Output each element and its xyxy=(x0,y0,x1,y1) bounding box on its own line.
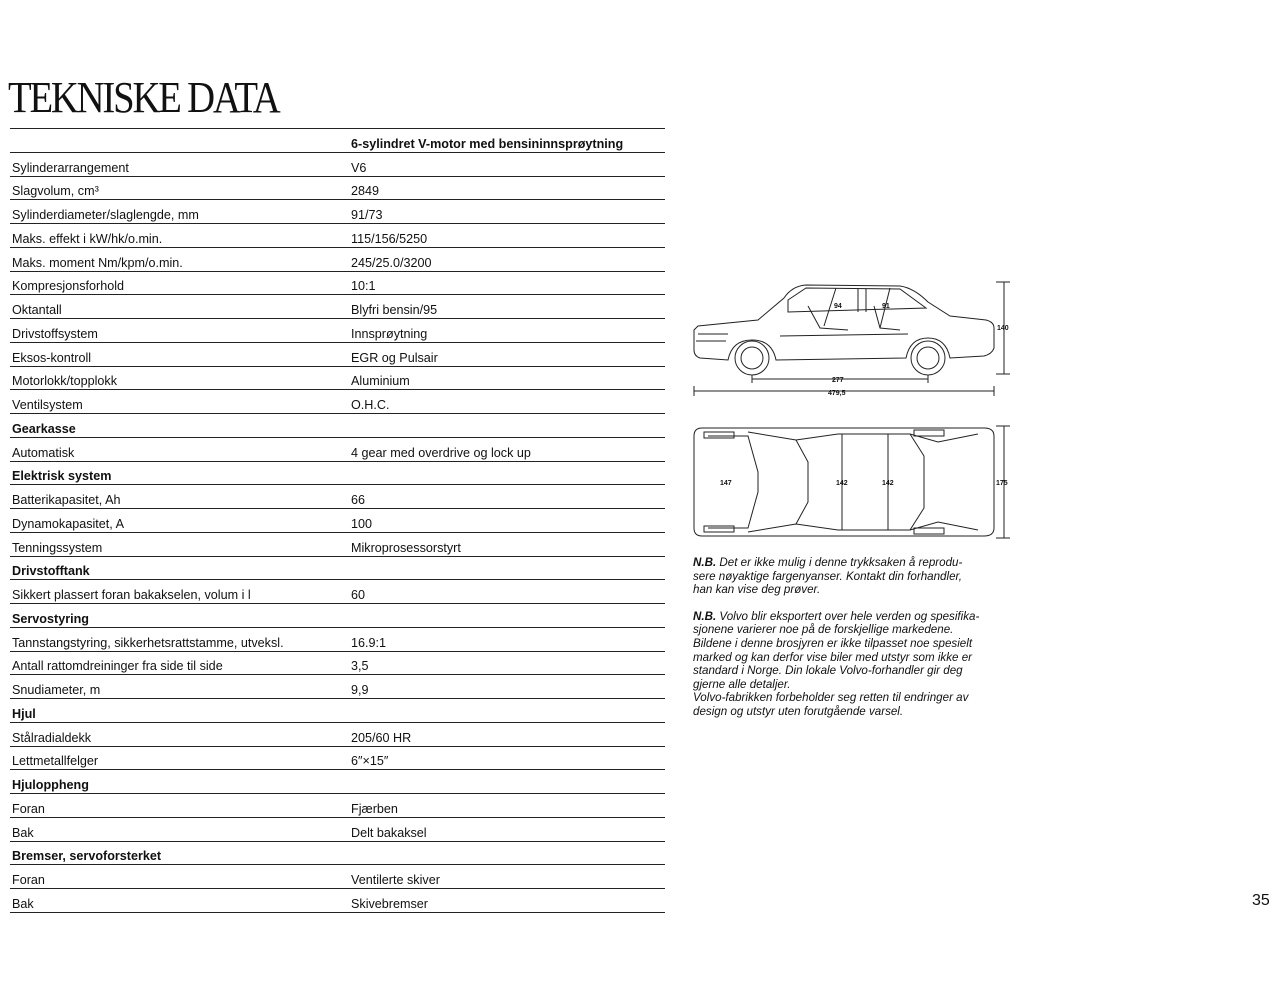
spec-header-label xyxy=(10,129,349,153)
spec-row xyxy=(10,889,665,913)
note-colors xyxy=(693,556,1013,597)
notes xyxy=(693,556,1013,732)
spec-value: 10:1 xyxy=(349,271,665,295)
note-lead: N.B. xyxy=(693,556,717,569)
spec-label: Drivstoffsystem xyxy=(10,319,349,343)
spec-row xyxy=(10,627,665,651)
height-label: 140 xyxy=(997,325,1009,332)
spec-row xyxy=(10,580,665,604)
spec-value: Skivebremser xyxy=(349,889,665,913)
spec-value: Aluminium xyxy=(349,366,665,390)
spec-value: 60 xyxy=(349,580,665,604)
headroom-front-label: 94 xyxy=(834,303,842,310)
spec-label: Maks. effekt i kW/hk/o.min. xyxy=(10,224,349,248)
spec-row xyxy=(10,176,665,200)
note-lead: N.B. xyxy=(693,609,717,623)
spec-value: O.H.C. xyxy=(349,390,665,414)
interior-front-label: 142 xyxy=(836,480,848,487)
spec-row xyxy=(10,200,665,224)
spec-label: Antall rattomdreininger fra side til side xyxy=(10,651,349,675)
spec-section-row xyxy=(10,699,665,723)
spec-section-heading: Hjuloppheng xyxy=(10,770,349,794)
spec-label: Sikkert plassert foran bakakselen, volum i l xyxy=(10,580,349,604)
spec-value: 205/60 HR xyxy=(349,722,665,746)
spec-row xyxy=(10,509,665,533)
spec-table xyxy=(10,128,665,913)
spec-row xyxy=(10,295,665,319)
spec-row xyxy=(10,651,665,675)
spec-value: EGR og Pulsair xyxy=(349,342,665,366)
car-top-view-diagram xyxy=(688,422,1018,542)
spec-value: 66 xyxy=(349,485,665,509)
spec-label: Tenningssystem xyxy=(10,532,349,556)
spec-section-row xyxy=(10,414,665,438)
spec-section-row xyxy=(10,556,665,580)
spec-row xyxy=(10,532,665,556)
spec-label: Slagvolum, cm³ xyxy=(10,176,349,200)
spec-row xyxy=(10,722,665,746)
spec-label: Sylinderdiameter/slaglengde, mm xyxy=(10,200,349,224)
spec-value: 4 gear med overdrive og lock up xyxy=(349,437,665,461)
spec-row xyxy=(10,794,665,818)
spec-value xyxy=(349,604,665,628)
spec-row xyxy=(10,746,665,770)
spec-value: 6″×15″ xyxy=(349,746,665,770)
note-text: Det er ikke mulig i denne trykksaken å reprodu- sere nøyaktige fargenyanser. Kontakt din forhandler, han kan vise deg prøver. xyxy=(693,556,963,597)
spec-value xyxy=(349,770,665,794)
length-label: 479,5 xyxy=(828,390,846,397)
spec-label: Batterikapasitet, Ah xyxy=(10,485,349,509)
spec-section-row xyxy=(10,770,665,794)
width-label: 175 xyxy=(996,480,1008,487)
spec-section-heading: Drivstofftank xyxy=(10,556,349,580)
spec-section-row xyxy=(10,461,665,485)
spec-label: Oktantall xyxy=(10,295,349,319)
spec-row xyxy=(10,271,665,295)
spec-value: 2849 xyxy=(349,176,665,200)
spec-row xyxy=(10,342,665,366)
spec-section-heading: Gearkasse xyxy=(10,414,349,438)
spec-value: 100 xyxy=(349,509,665,533)
spec-label: Foran xyxy=(10,865,349,889)
spec-label: Snudiameter, m xyxy=(10,675,349,699)
spec-row xyxy=(10,224,665,248)
spec-label: Tannstangstyring, sikkerhetsrattstamme, utveksl. xyxy=(10,627,349,651)
spec-value xyxy=(349,556,665,580)
spec-section-heading: Servostyring xyxy=(10,604,349,628)
spec-label: Bak xyxy=(10,889,349,913)
spec-value: 3,5 xyxy=(349,651,665,675)
spec-value: Mikroprosessorstyrt xyxy=(349,532,665,556)
spec-row xyxy=(10,817,665,841)
spec-value: Ventilerte skiver xyxy=(349,865,665,889)
spec-section-row xyxy=(10,604,665,628)
spec-label: Maks. moment Nm/kpm/o.min. xyxy=(10,247,349,271)
spec-value: 16.9:1 xyxy=(349,627,665,651)
wheelbase-label: 277 xyxy=(832,377,844,384)
spec-label: Kompresjonsforhold xyxy=(10,271,349,295)
spec-row xyxy=(10,366,665,390)
spec-value: Delt bakaksel xyxy=(349,817,665,841)
spec-row xyxy=(10,485,665,509)
spec-value: 9,9 xyxy=(349,675,665,699)
spec-section-row xyxy=(10,841,665,865)
interior-rear-label: 142 xyxy=(882,480,894,487)
spec-value xyxy=(349,414,665,438)
spec-header-row xyxy=(10,129,665,153)
spec-row xyxy=(10,247,665,271)
spec-value: 115/156/5250 xyxy=(349,224,665,248)
spec-value xyxy=(349,699,665,723)
spec-section-heading: Elektrisk system xyxy=(10,461,349,485)
car-side-view-diagram xyxy=(688,278,1018,404)
spec-value: V6 xyxy=(349,152,665,176)
spec-label: Lettmetallfelger xyxy=(10,746,349,770)
note-text: Volvo blir eksportert over hele verden og spesifika- sjonene varierer noe på de forskjellige markedene. Bildene i denne brosjyren er ikke tilpasset noe spesielt marked og kan derfor vise biler med utstyr som ikke er standard i Norge. Din lokale Volvo-forhandler gir deg gjerne alle detaljer. Volvo-fabrikken forbeholder seg retten til endringer av design og utstyr uten forutgående varsel. xyxy=(693,609,980,718)
spec-row xyxy=(10,390,665,414)
note-export xyxy=(693,610,1013,719)
spec-label: Eksos-kontroll xyxy=(10,342,349,366)
spec-label: Stålradialdekk xyxy=(10,722,349,746)
spec-label: Foran xyxy=(10,794,349,818)
spec-value: Blyfri bensin/95 xyxy=(349,295,665,319)
spec-row xyxy=(10,865,665,889)
spec-label: Bak xyxy=(10,817,349,841)
spec-label: Motorlokk/topplokk xyxy=(10,366,349,390)
spec-label: Sylinderarrangement xyxy=(10,152,349,176)
headroom-rear-label: 91 xyxy=(882,303,890,310)
spec-label: Ventilsystem xyxy=(10,390,349,414)
spec-row xyxy=(10,437,665,461)
page-title: TEKNISKE DATA xyxy=(8,73,279,122)
page-number: 35 xyxy=(1252,892,1270,909)
spec-value: Innsprøytning xyxy=(349,319,665,343)
spec-value: 91/73 xyxy=(349,200,665,224)
spec-value: Fjærben xyxy=(349,794,665,818)
spec-column-header: 6-sylindret V-motor med bensininnsprøytning xyxy=(349,129,665,153)
spec-value xyxy=(349,461,665,485)
spec-row xyxy=(10,152,665,176)
spec-value: 245/25.0/3200 xyxy=(349,247,665,271)
front-width-label: 147 xyxy=(720,480,732,487)
spec-section-heading: Hjul xyxy=(10,699,349,723)
spec-section-heading: Bremser, servoforsterket xyxy=(10,841,349,865)
spec-row xyxy=(10,319,665,343)
spec-label: Dynamokapasitet, A xyxy=(10,509,349,533)
spec-value xyxy=(349,841,665,865)
spec-label: Automatisk xyxy=(10,437,349,461)
spec-row xyxy=(10,675,665,699)
